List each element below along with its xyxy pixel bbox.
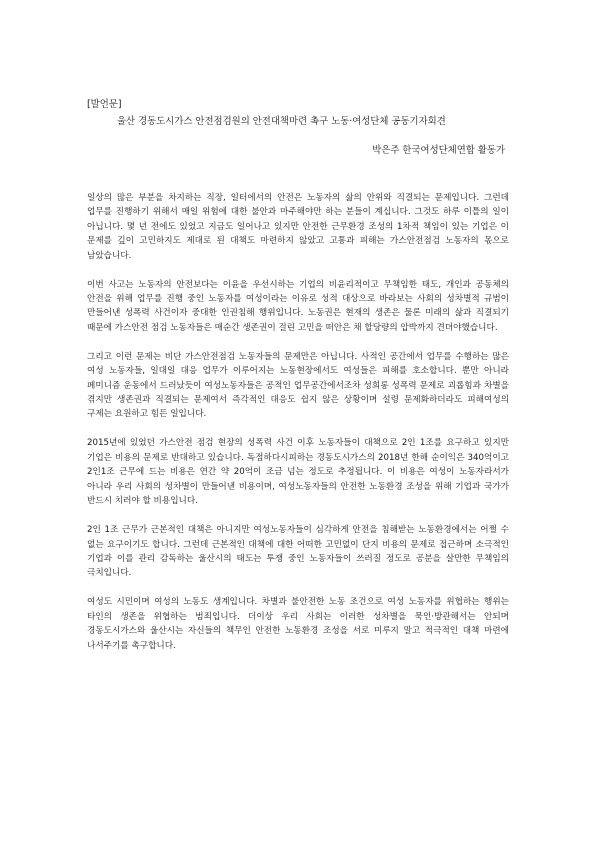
paragraph: 여성도 시민이며 여성의 노동도 생계입니다. 차별과 불안전한 노동 조건으로 여성 노동자를 위협하는 행위는 타인의 생존을 위협하는 범죄입니다. 더이상 우리 사회는 이러한 성차별을 묵인·방관해서는 안되며 경동도시가스와 울산시는 자신들의 책무인 안전한 노동환경 조성을 서로 미루지 말고 적극적인 대책 마련에 나서주기를 촉구합니다. — [87, 597, 509, 651]
paragraph: 2인 1조 근무가 근본적인 대책은 아니지만 여성노동자들이 심각하게 안전을 침해받는 노동환경에서는 어쩔 수 없는 요구이기도 합니다. 그런데 근본적인 대책에 대한 어떠한 고민없이 단지 비용의 문제로 접근하며 소극적인 기업과 이를 관리 감독하는 울산시의 태도는 투쟁 중인 노동자들이 쓰러질 정도로 공분을 살만한 무책임의 극치입니다. — [87, 525, 509, 579]
paragraph: 그리고 이런 문제는 비단 가스안전점검 노동자들의 문제만은 아닙니다. 사적인 공간에서 업무를 수행하는 많은 여성 노동자들, 일대일 대응 업무가 이루어지는 노동현장에서도 여성들은 피해를 호소합니다. 뿐만 아니라 페미니즘 운동에서 드러났듯이 여성노동자들은 공적인 업무공간에서조차 성희롱 성폭력 문제로 괴롭힘과 차별을 겪지만 생존권과 직결되는 문제여서 즉각적인 대응도 쉽지 않은 상황이며 설령 문제화하더라도 피해여성의 구제는 요원하고 힘든 일입니다. — [87, 351, 509, 420]
paragraph: 일상의 많은 부분을 차지하는 직장, 일터에서의 안전은 노동자의 삶의 안위와 직결되는 문제입니다. 그런데 업무를 진행하기 위해서 매일 위험에 대한 불안과 마주해야만 하는 분들이 계십니다. 그것도 하루 이틀의 일이 아닙니다. 몇 년 전에도 있었고 지금도 일어나고 있지만 안전한 근무환경 조성의 1차적 책임이 있는 기업은 이 문제를 깊이 고민하지도 제대로 된 대책도 마련하지 않았고 고통과 피해는 가스안전점검 노동자의 몫으로 남았습니다. — [87, 193, 509, 261]
document-title: 울산 경동도시가스 안전점검원의 안전대책마련 촉구 노동·여성단체 공동기자회견 — [117, 116, 446, 127]
paragraph: 이번 사고는 노동자의 안전보다는 이윤을 우선시하는 기업의 비윤리적이고 무책임한 태도, 개인과 공동체의 안전을 위해 업무를 진행 중인 노동자를 여성이라는 이유로 성적 대상으로 바라보는 사회의 성차별적 규범이 만들어낸 성폭력 사건이자 중대한 인권침해 행위입니다. 노동권은 현재의 생존은 물론 미래의 삶과 직결되기 때문에 가스안전 점검 노동자들은 매순간 생존권이 걸린 고민을 떠안은 채 할당량의 압박까지 견뎌야했습니다. — [87, 279, 509, 333]
paragraph: 2015년에 있었던 가스안전 점검 현장의 성폭력 사건 이후 노동자들이 대책으로 2인 1조를 요구하고 있지만 기업은 비용의 문제로 반대하고 있습니다. 독점하다시피하는 경동도시가스의 2018년 한해 순이익은 340억이고 2인1조 근무에 드는 비용은 연간 약 20억이 조금 넘는 정도로 추정됩니다. 이 비용은 여성이 노동자라서가 아니라 우리 사회의 성차별이 만들어낸 비용이며, 여성노동자들의 안전한 노동환경 조성을 위해 기업과 국가가 반드시 치러야 할 비용입니다. — [87, 438, 509, 507]
document-author: 박은주 한국여성단체연합 활동가 — [372, 145, 505, 156]
document-page — [87, 98, 509, 668]
document-label: [발언문] — [87, 99, 122, 110]
document-body — [87, 191, 509, 653]
